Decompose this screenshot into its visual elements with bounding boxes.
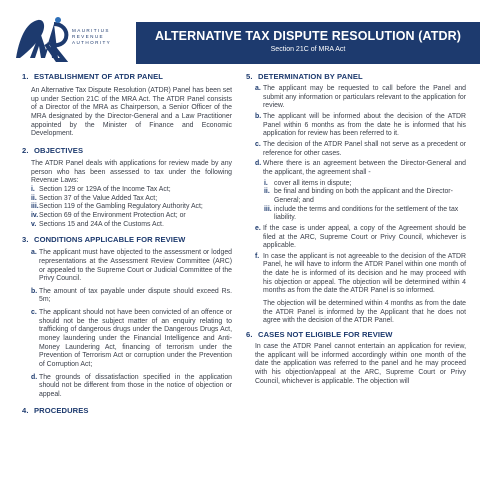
right-column [246,72,466,386]
sub-list-item: i. cover all items in dispute; [264,179,352,187]
list-item: e. If the case is under appeal, a copy of the Agreement should be filed at the ARC, Supreme Court or Privy Council, whichever is applicable. [255,224,466,250]
list-item: b. The amount of tax payable under dispute should exceed Rs. 5m; [31,287,232,304]
page-subtitle: Section 21C of MRA Act [270,46,346,53]
sub-list-item: ii. be final and binding on both the applicant and the Director-General; and [264,188,453,204]
section-6-heading: 6. CASES NOT ELIGIBLE FOR REVIEW [246,330,393,340]
section-6-body: In case the ATDR Panel cannot entertain an application for review, the applicant will be informed accordingly within one month of the date the application was referred to the panel and he may proceed with his objection/appeal at the ARC, Supreme Court or Privy Council, whichever is applicable. The objection will [255,343,466,385]
section-3-heading: 3. CONDITIONS APPLICABLE FOR REVIEW [22,235,186,245]
page-header [0,0,480,72]
sub-list-item: iii. include the terms and conditions for the settlement of the tax liability. [264,205,459,222]
list-item: iv. Section 69 of the Environment Protection Act; or [31,211,186,219]
section-2-body: The ATDR Panel deals with applications for review made by any person who has been assessed to tax under the following Revenue Laws: [31,159,232,185]
list-item: iii. Section 119 of the Gambling Regulatory Authority Act; [31,203,203,211]
page-title: ALTERNATIVE TAX DISPUTE RESOLUTION (ATDR) [155,29,461,43]
list-item: d. Where there is an agreement between the Director-General and the applicant, the agreement shall - [255,160,466,176]
list-item: i. Section 129 or 129A of the Income Tax Act; [31,185,171,193]
section-2-heading: 2. OBJECTIVES [22,145,84,155]
list-item: b. The applicant will be informed about the decision of the ATDR Panel within 6 months as from the date he is informed that his application for review has been referred to it. [255,112,466,138]
section-5-heading: 5. DETERMINATION BY PANEL [246,72,363,81]
section-4-heading: 4. PROCEDURES [22,405,89,415]
list-item: d. The grounds of dissatisfaction specified in the application should not be different from those in the notice of objection or appeal. [31,373,232,399]
list-item: c. The decision of the ATDR Panel shall not serve as a precedent or reference for other cases. [255,140,466,157]
section-5-note: The objection will be determined within 4 months as from the date the ATDR Panel is informed by the Applicant that he does not agree with the decision of the ATDR Panel. [263,300,466,325]
list-item: v. Sections 15 and 24A of the Customs Act. [31,220,164,228]
list-item: a. The applicant must have objected to the assessment or lodged representations at the Assessment Review Committee (ARC) or appealed to the Supreme Court or Judicial Committee of the Privy Council. [31,249,232,283]
title-banner [136,22,480,64]
mra-logo-mark-icon [14,14,70,62]
section-1-heading: 1. ESTABLISHMENT OF ATDR PANEL [22,72,163,81]
logo-wordmark: MAURITIUS REVENUE AUTHORITY [72,28,112,45]
section-1-body: An Alternative Tax Dispute Resolution (ATDR) Panel has been set up under Section 21C of the MRA Act. The ATDR Panel consists of a Director of the MRA as Chairperson, a Senior Officer of the MRA designated by the Director-General and a Law Practitioner appointed by the Minister of Finance and Economic Development. [31,87,232,138]
left-column [22,72,232,416]
list-item: ii. Section 37 of the Value Added Tax Act; [31,194,158,202]
list-item: a. The applicant may be requested to call before the Panel and submit any information or particulars relevant to the application for review. [255,85,466,110]
list-item: f. In case the applicant is not agreeable to the decision of the ATDR Panel, he will have to inform the ATDR Panel within one month of the date he is informed of its decision and he may proceed with his objection or appeal. The objection will be determined within 4 months as from the date the ATDR Panel is so informed. [255,252,466,295]
mra-logo [14,14,154,62]
list-item: c. The applicant should not have been convicted of an offence or should not be the subject matter of an enquiry relating to trafficking of dangerous drugs under the Dangerous Drugs Act, money laundering under the Financial Intelligence and Anti-Money Laundering Act, financing of terrorism under the Prevention of Terrorism Act or corruption under the Prevention of Corruption Act; [31,309,232,369]
